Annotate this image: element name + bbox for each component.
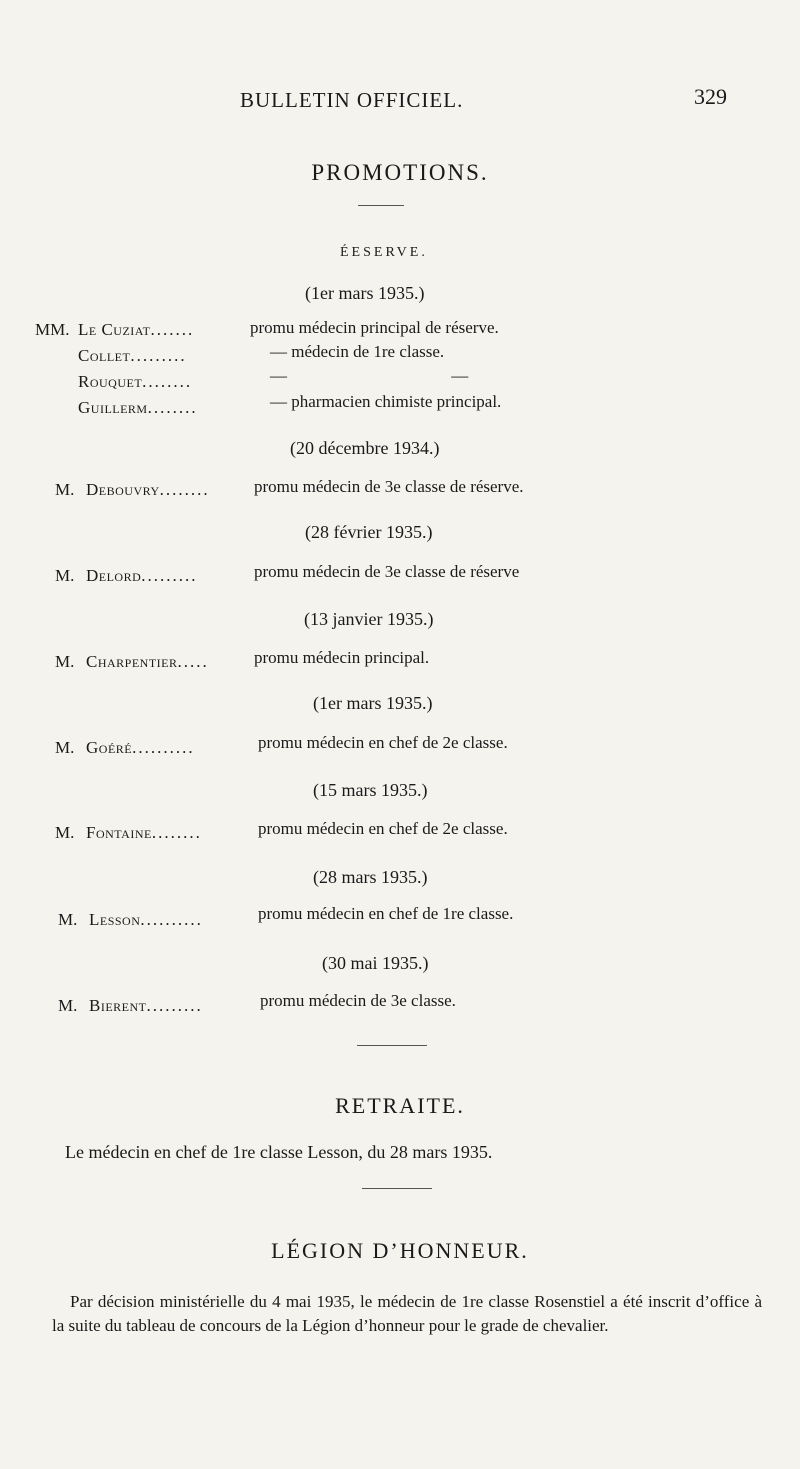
- promotion-role: promu médecin principal.: [254, 648, 430, 667]
- promotion-prefix: M.: [55, 480, 75, 499]
- promotion-date: (20 décembre 1934.): [290, 438, 440, 458]
- promotion-prefix: M.: [55, 652, 75, 671]
- legion-text: Par décision ministérielle du 4 mai 1935, le médecin de 1re classe Rosenstiel a été inscrit d’office à la suite du tableau de concours de la Légion d’honneur pour le grade de chevalier.: [52, 1292, 762, 1335]
- promotion-date: (28 mars 1935.): [313, 867, 428, 887]
- title-rule: [358, 205, 404, 206]
- section-rule: [362, 1188, 432, 1189]
- promotion-prefix: MM.: [35, 320, 70, 339]
- promotion-date: (30 mai 1935.): [322, 953, 429, 973]
- promotion-prefix: M.: [58, 996, 78, 1015]
- legion-title: LÉGION D’HONNEUR.: [271, 1238, 529, 1263]
- person-name: Goéré..........: [86, 738, 195, 757]
- promotion-prefix: M.: [55, 566, 75, 585]
- person-name: Debouvry........: [86, 480, 210, 499]
- person-name: Lesson..........: [89, 910, 203, 929]
- promotion-date: (13 janvier 1935.): [304, 609, 434, 629]
- retraite-title: RETRAITE.: [335, 1093, 465, 1118]
- promotion-date: (28 février 1935.): [305, 522, 433, 542]
- promotion-date: (15 mars 1935.): [313, 780, 428, 800]
- person-name: Guillerm........: [78, 398, 198, 417]
- reserve-subtitle: ÉESERVE.: [340, 245, 428, 260]
- page-number: 329: [694, 84, 727, 109]
- person-name: Collet.........: [78, 346, 187, 365]
- promotion-role: — pharmacien chimiste principal.: [270, 392, 502, 411]
- promotion-prefix: M.: [55, 823, 75, 842]
- promotion-role: — —: [270, 366, 549, 385]
- promotion-role: promu médecin en chef de 2e classe.: [258, 819, 508, 838]
- promotion-role: — médecin de 1re classe.: [270, 342, 445, 361]
- promotion-role: promu médecin de 3e classe.: [260, 991, 456, 1010]
- promotion-date: (1er mars 1935.): [305, 283, 425, 303]
- running-title: BULLETIN OFFICIEL.: [240, 88, 464, 112]
- promotion-prefix: M.: [55, 738, 75, 757]
- promotion-role: promu médecin en chef de 1re classe.: [258, 904, 514, 923]
- person-name: Rouquet........: [78, 372, 193, 391]
- promotion-role: promu médecin en chef de 2e classe.: [258, 733, 508, 752]
- promotion-prefix: M.: [58, 910, 78, 929]
- person-name: Fontaine........: [86, 823, 202, 842]
- section-rule: [357, 1045, 427, 1046]
- promotions-title: PROMOTIONS.: [311, 160, 489, 185]
- person-name: Le Cuziat.......: [78, 320, 195, 339]
- promotion-date: (1er mars 1935.): [313, 693, 433, 713]
- person-name: Bierent.........: [89, 996, 203, 1015]
- person-name: Delord.........: [86, 566, 198, 585]
- promotion-role: promu médecin de 3e classe de réserve: [254, 562, 520, 581]
- promotion-role: promu médecin principal de réserve.: [250, 318, 499, 337]
- retraite-text: Le médecin en chef de 1re classe Lesson, du 28 mars 1935.: [65, 1142, 493, 1162]
- promotion-role: promu médecin de 3e classe de réserve.: [254, 477, 524, 496]
- person-name: Charpentier.....: [86, 652, 209, 671]
